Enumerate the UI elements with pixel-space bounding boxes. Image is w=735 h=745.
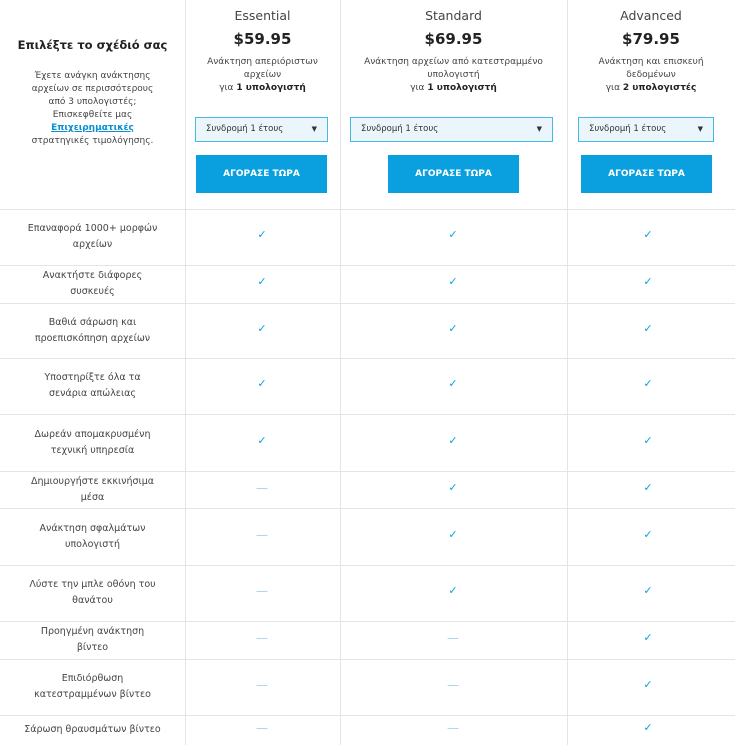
check-icon: ✓: [448, 584, 458, 597]
check-icon: ✓: [643, 275, 653, 288]
check-icon: ✓: [448, 433, 458, 447]
check-icon: ✓: [448, 527, 458, 541]
check-icon: ✓: [257, 321, 267, 335]
dash-icon: —: [447, 631, 459, 645]
table-row: [0, 414, 735, 471]
dash-icon: —: [447, 721, 459, 735]
check-icon: ✓: [448, 480, 458, 494]
subscription-select[interactable]: Συνδρομή 1 έτους ▼: [350, 117, 553, 142]
business-pricing-note: Έχετε ανάγκη ανάκτησης αρχείων σε περισσότερους από 3 υπολογιστές; Επισκεφθείτε μας Επιχειρηματικές στρατηγικές τιμολόγησης.: [31, 71, 154, 146]
business-pricing-link[interactable]: Επιχειρηματικές: [51, 123, 134, 133]
table-row: [0, 715, 735, 745]
check-icon: ✓: [448, 275, 458, 288]
table-row: [0, 508, 735, 565]
dash-icon: —: [256, 631, 268, 645]
dash-icon: —: [256, 584, 268, 598]
buy-now-button[interactable]: ΑΓΟΡΑΣΕ ΤΩΡΑ: [581, 155, 712, 193]
dash-icon: —: [256, 527, 268, 542]
table-row: [0, 303, 735, 358]
plan-description: Ανάκτηση και επισκευή δεδομένων για 2 υπολογιστές: [598, 57, 704, 93]
check-icon: ✓: [643, 721, 653, 734]
feature-label: Βαθιά σάρωση και προεπισκόπηση αρχείων: [34, 316, 151, 344]
check-icon: ✓: [448, 228, 458, 241]
table-row: [0, 621, 735, 659]
check-icon: ✓: [257, 228, 267, 241]
table-row: [0, 565, 735, 621]
table-row: [0, 209, 735, 265]
plan-name: Standard: [425, 8, 482, 23]
feature-label: Σάρωση θραυσμάτων βίντεο: [24, 724, 161, 735]
check-icon: ✓: [643, 584, 653, 597]
plan-price: $69.95: [424, 30, 483, 48]
plan-description: Ανάκτηση αρχείων από κατεστραμμένο υπολογιστή για 1 υπολογιστή: [364, 57, 543, 93]
feature-label: Λύστε την μπλε οθόνη του θανάτου: [29, 579, 156, 606]
chevron-down-icon: ▼: [536, 125, 542, 133]
choose-plan-title: Επιλέξτε το σχέδιό σας: [17, 38, 168, 52]
check-icon: ✓: [643, 631, 653, 644]
dash-icon: —: [256, 678, 268, 692]
plan-price: $79.95: [622, 30, 680, 48]
feature-label: Επαναφορά 1000+ μορφών αρχείων: [27, 223, 158, 250]
plan-intro: [0, 0, 185, 209]
dash-icon: —: [447, 678, 459, 692]
plan-advanced: [567, 0, 735, 209]
check-icon: ✓: [643, 527, 653, 541]
feature-label: Υποστηρίξτε όλα τα σενάρια απώλειας: [44, 372, 141, 399]
table-row: [0, 265, 735, 303]
pricing-header: [0, 0, 735, 209]
check-icon: ✓: [257, 377, 267, 390]
plan-name: Advanced: [620, 8, 682, 23]
feature-label: Ανάκτηση σφαλμάτων υπολογιστή: [39, 522, 146, 550]
table-row: [0, 471, 735, 508]
subscription-select[interactable]: Συνδρομή 1 έτους ▼: [578, 117, 714, 142]
feature-label: Προηγμένη ανάκτηση βίντεο: [40, 626, 145, 653]
feature-label: Επιδιόρθωση κατεστραμμένων βίντεο: [34, 673, 151, 700]
table-row: [0, 659, 735, 715]
buy-now-button[interactable]: ΑΓΟΡΑΣΕ ΤΩΡΑ: [196, 155, 327, 193]
feature-label: Ανακτήστε διάφορες συσκευές: [42, 270, 143, 297]
plan-essential: [185, 0, 340, 209]
check-icon: ✓: [448, 321, 458, 335]
chevron-down-icon: ▼: [697, 125, 703, 133]
chevron-down-icon: ▼: [311, 125, 317, 133]
feature-label: Δωρεάν απομακρυσμένη τεχνική υπηρεσία: [34, 428, 151, 456]
buy-now-button[interactable]: ΑΓΟΡΑΣΕ ΤΩΡΑ: [388, 155, 519, 193]
check-icon: ✓: [643, 321, 653, 335]
table-row: [0, 358, 735, 414]
feature-label: Δημιουργήστε εκκινήσιμα μέσα: [30, 475, 155, 503]
dash-icon: —: [256, 721, 268, 735]
dash-icon: —: [256, 480, 268, 495]
plan-description: Ανάκτηση απεριόριστων αρχείων για 1 υπολογιστή: [207, 57, 318, 93]
check-icon: ✓: [257, 275, 267, 288]
plan-price: $59.95: [233, 30, 292, 48]
check-icon: ✓: [643, 228, 653, 241]
check-icon: ✓: [643, 678, 653, 691]
subscription-select[interactable]: Συνδρομή 1 έτους ▼: [195, 117, 328, 142]
check-icon: ✓: [643, 377, 653, 390]
check-icon: ✓: [643, 433, 653, 447]
check-icon: ✓: [643, 480, 653, 494]
check-icon: ✓: [257, 433, 267, 447]
check-icon: ✓: [448, 377, 458, 390]
plan-standard: [340, 0, 567, 209]
plan-name: Essential: [234, 8, 291, 23]
